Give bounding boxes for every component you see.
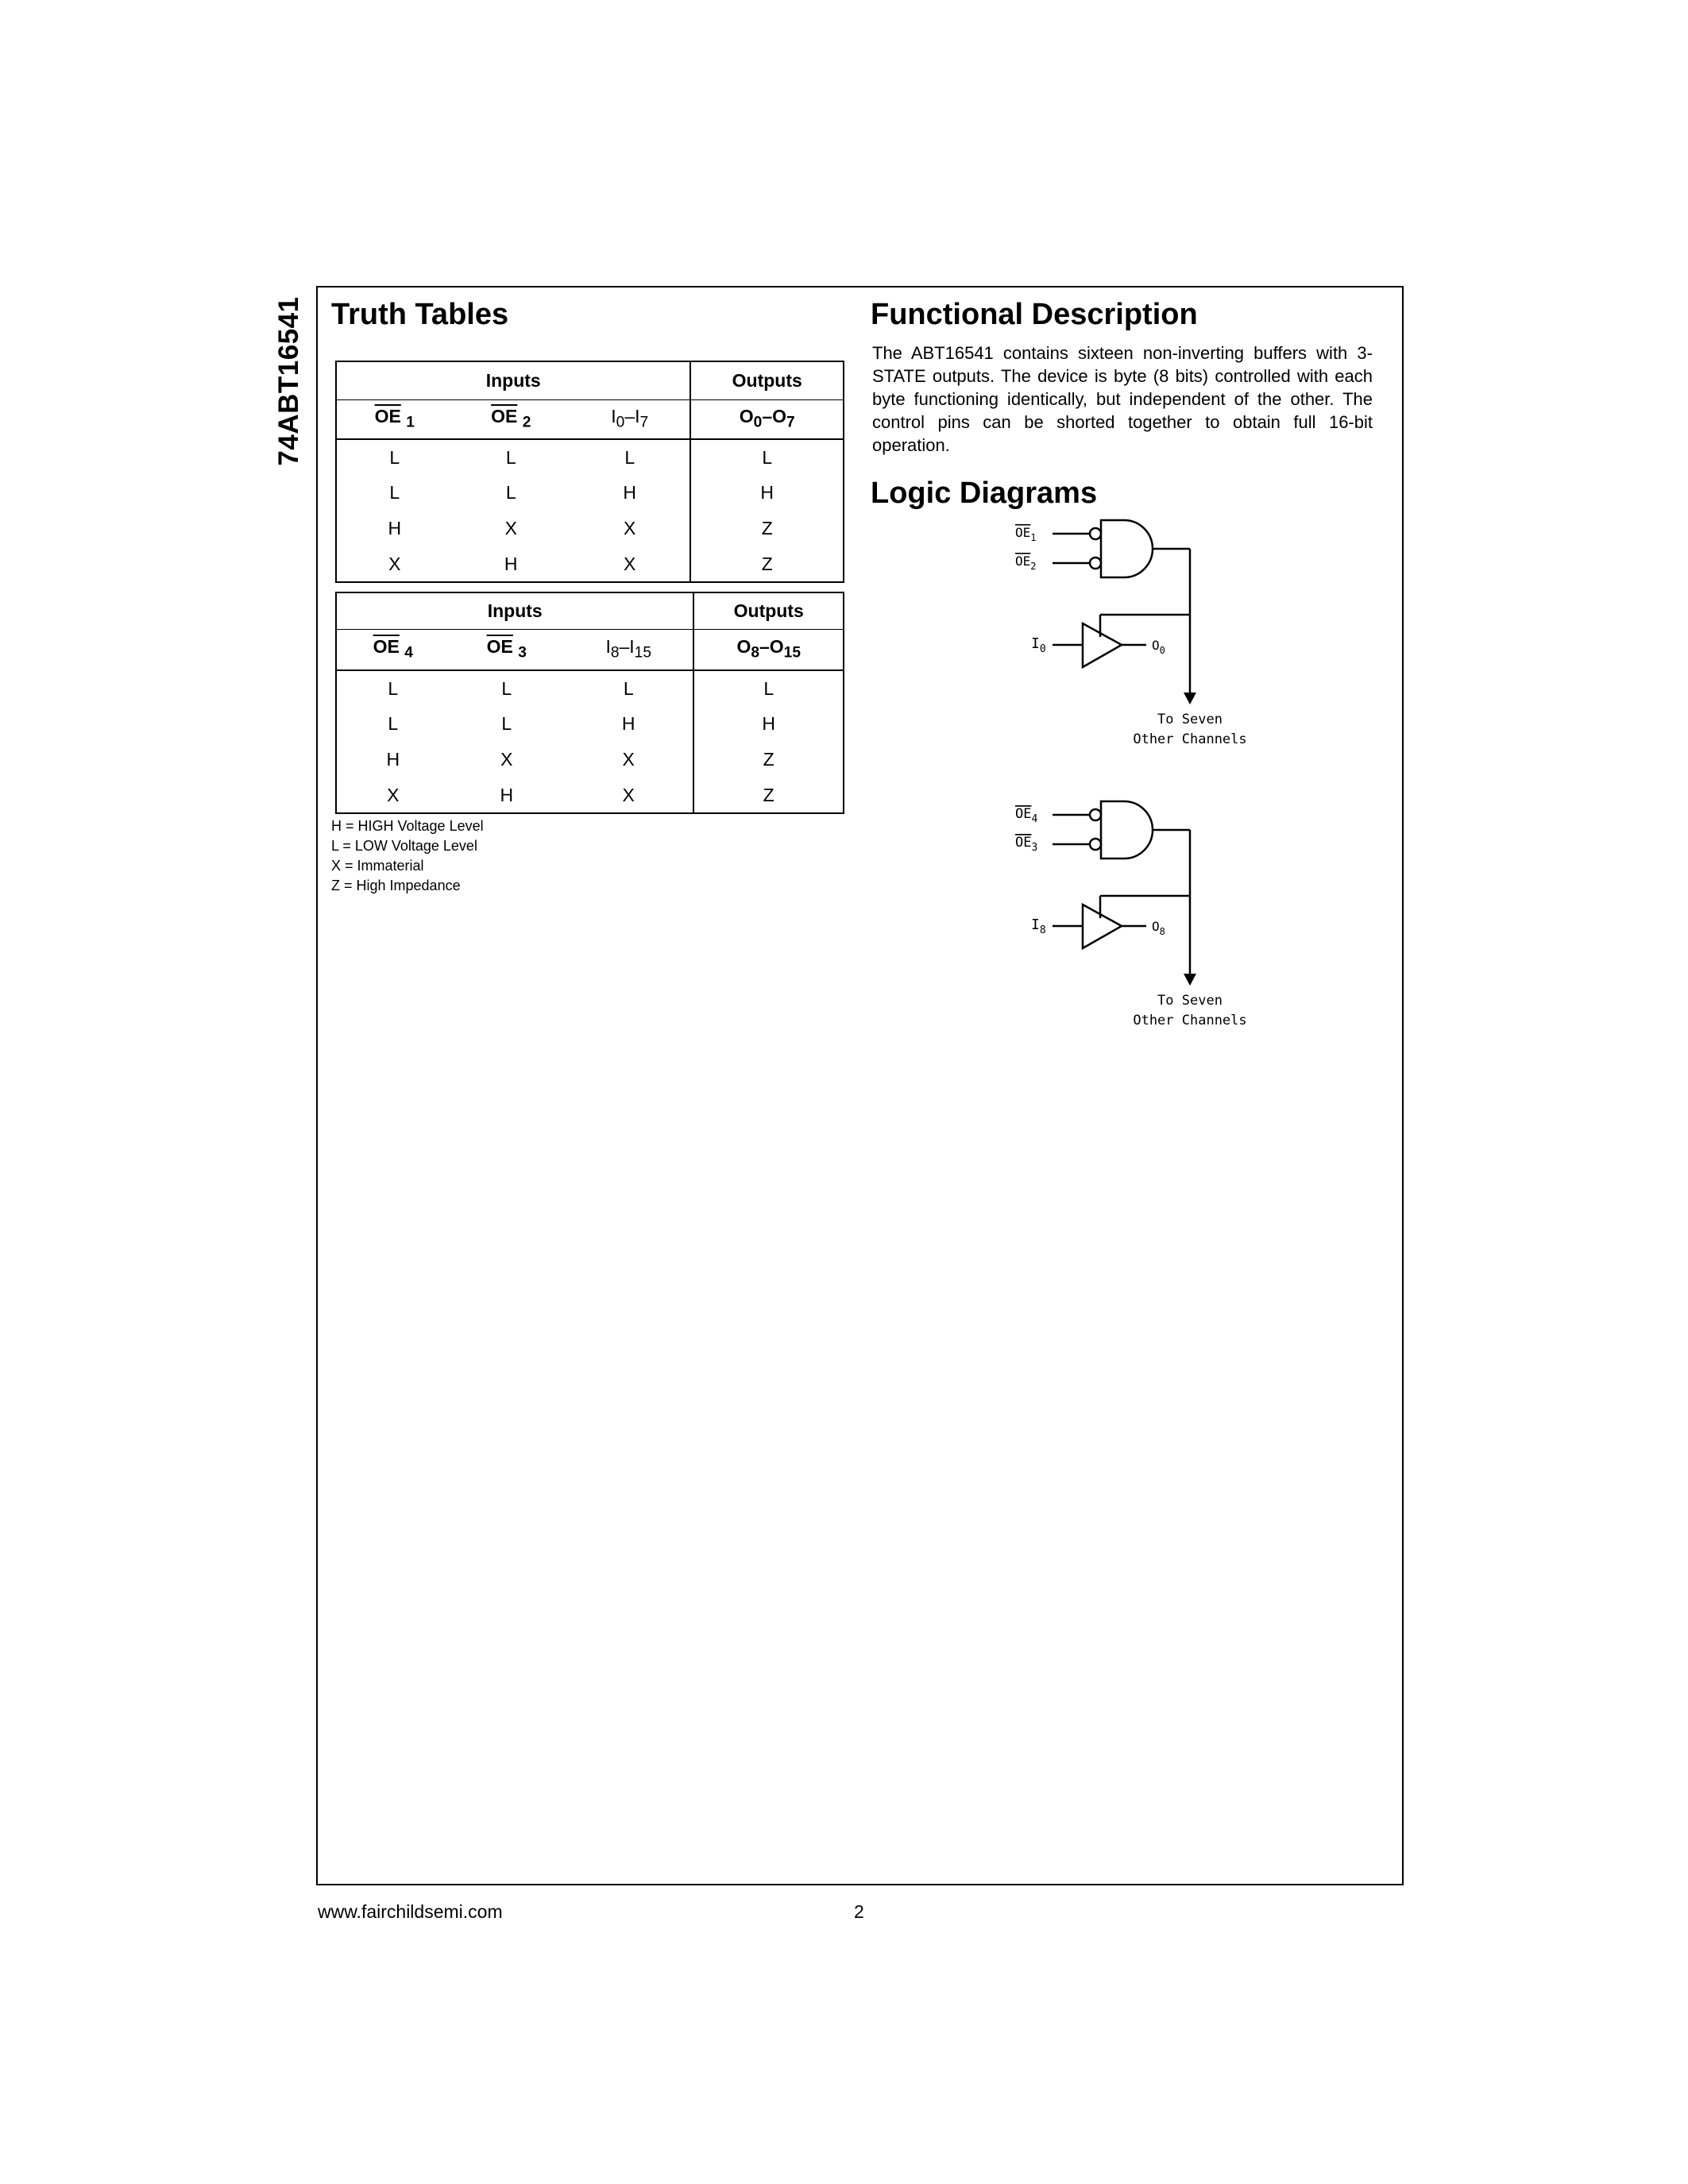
inputs-group-header: Inputs	[336, 592, 693, 629]
channel-note-line1: To Seven	[1157, 993, 1223, 1009]
table-row: L L L L	[336, 439, 844, 475]
outputs-group-header: Outputs	[690, 361, 844, 399]
oe4-label: $OE_4$	[1015, 806, 1038, 825]
table-row: X H X Z	[336, 778, 844, 813]
input-label: $I_8$	[1031, 916, 1046, 936]
col-oe3-header: $\overline{OE}$ $_3$	[486, 636, 527, 662]
table-row: H X X Z	[336, 511, 844, 546]
logic-diagrams-heading: Logic Diagrams	[871, 477, 1098, 510]
legend-item: L = LOW Voltage Level	[331, 838, 477, 854]
truth-table-legend	[331, 816, 484, 896]
channel-note-line2: Other Channels	[1133, 731, 1247, 747]
table-row: H X X Z	[336, 742, 844, 778]
legend-item: X = Immaterial	[331, 858, 424, 874]
col-oe4-header: $\overline{OE}$ $_4$	[373, 636, 413, 662]
outputs-group-header: Outputs	[693, 592, 844, 629]
oe3-label: $OE_3$	[1015, 835, 1038, 854]
col-outputs-header: $O_0-O_7$	[690, 399, 844, 439]
legend-item: Z = High Impedance	[331, 878, 461, 893]
truth-table-2	[335, 592, 844, 814]
input-label: $I_0$	[1031, 635, 1046, 655]
col-oe2-header: $\overline{OE}$ $_2$	[491, 406, 531, 432]
table-row: L L H H	[336, 475, 844, 511]
legend-item: H = HIGH Voltage Level	[331, 818, 484, 834]
channel-note-line1: To Seven	[1157, 712, 1223, 727]
col-inputs-header: $I_0-I_7$	[611, 406, 649, 432]
footer-url: www.fairchildsemi.com	[318, 1901, 503, 1922]
oe2-label: $OE_2$	[1015, 554, 1037, 572]
inputs-group-header: Inputs	[336, 361, 690, 399]
table-row: L L L L	[336, 670, 844, 706]
col-outputs-header: $O_8-O_{15}$	[693, 629, 844, 670]
truth-table-1	[335, 361, 844, 583]
oe1-label: $OE_1$	[1015, 525, 1037, 543]
truth-tables-heading: Truth Tables	[331, 298, 509, 331]
table-row: L L H H	[336, 706, 844, 742]
side-title-text: 74ABT16541	[273, 296, 304, 466]
col-inputs-header: $I_8-I_{15}$	[605, 636, 651, 662]
side-title	[265, 286, 313, 477]
page-number: 2	[854, 1901, 864, 1922]
logic-diagram-1	[1001, 516, 1287, 754]
functional-description-heading: Functional Description	[871, 298, 1198, 331]
channel-note-line2: Other Channels	[1133, 1013, 1247, 1028]
functional-description-text: The ABT16541 contains sixteen non-inverting buffers with 3-STATE outputs. The device is byte (8 bits) controlled with each byte functioning identically, but independent of the other. The control pins can be shorted together to obtain full 16-bit operation.	[872, 343, 1373, 455]
logic-diagram-2	[1001, 797, 1287, 1036]
col-oe1-header: $\overline{OE}$ $_1$	[374, 406, 415, 432]
output-label: $O_0$	[1152, 638, 1165, 656]
output-label: $O_8$	[1152, 919, 1165, 937]
table-row: X H X Z	[336, 546, 844, 582]
